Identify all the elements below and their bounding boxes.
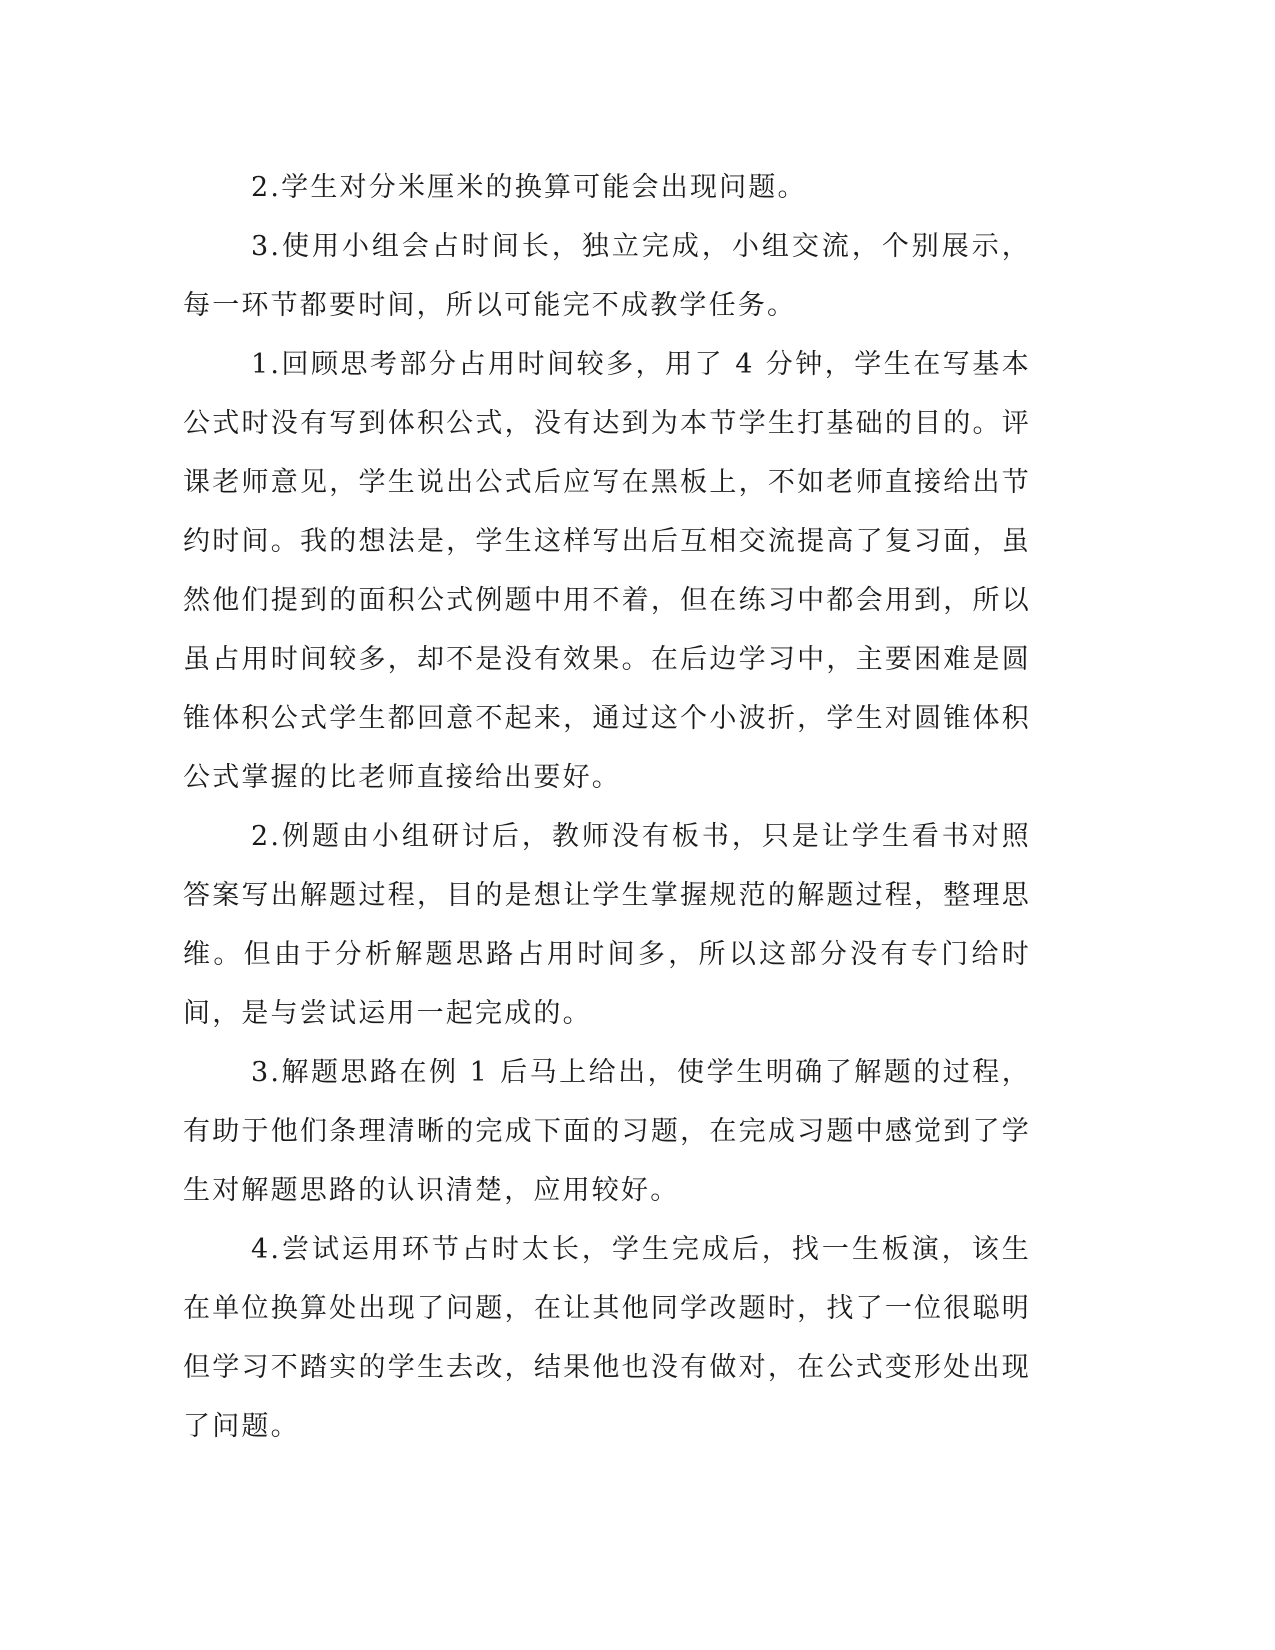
paragraph-reflection-solution-approach: 3.解题思路在例 1 后马上给出，使学生明确了解题的过程，有助于他们条理清晰的完成下面的习题，在完成习题中感觉到了学生对解题思路的认识清楚，应用较好。 (183, 1057, 1031, 1206)
paragraph-issue-group-time: 3.使用小组会占时间长，独立完成，小组交流，个别展示，每一环节都要时间，所以可能完不成教学任务。 (183, 231, 1031, 321)
document-body (183, 158, 1031, 1456)
paragraph-reflection-practice: 4.尝试运用环节占时太长，学生完成后，找一生板演，该生在单位换算处出现了问题，在让其他同学改题时，找了一位很聪明但学习不踏实的学生去改，结果他也没有做对，在公式变形处出现了问题。 (183, 1234, 1031, 1442)
paragraph-reflection-example: 2.例题由小组研讨后，教师没有板书，只是让学生看书对照答案写出解题过程，目的是想让学生掌握规范的解题过程，整理思维。但由于分析解题思路占用时间多，所以这部分没有专门给时间，是与尝试运用一起完成的。 (183, 821, 1031, 1029)
paragraph-issue-unit-conversion: 2.学生对分米厘米的换算可能会出现问题。 (251, 172, 807, 203)
paragraph-reflection-review: 1.回顾思考部分占用时间较多，用了 4 分钟，学生在写基本公式时没有写到体积公式，没有达到为本节学生打基础的目的。评课老师意见，学生说出公式后应写在黑板上，不如老师直接给出节约时间。我的想法是，学生这样写出后互相交流提高了复习面，虽然他们提到的面积公式例题中用不着，但在练习中都会用到，所以虽占用时间较多，却不是没有效果。在后边学习中，主要困难是圆锥体积公式学生都回意不起来，通过这个小波折，学生对圆锥体积公式掌握的比老师直接给出要好。 (183, 349, 1031, 793)
